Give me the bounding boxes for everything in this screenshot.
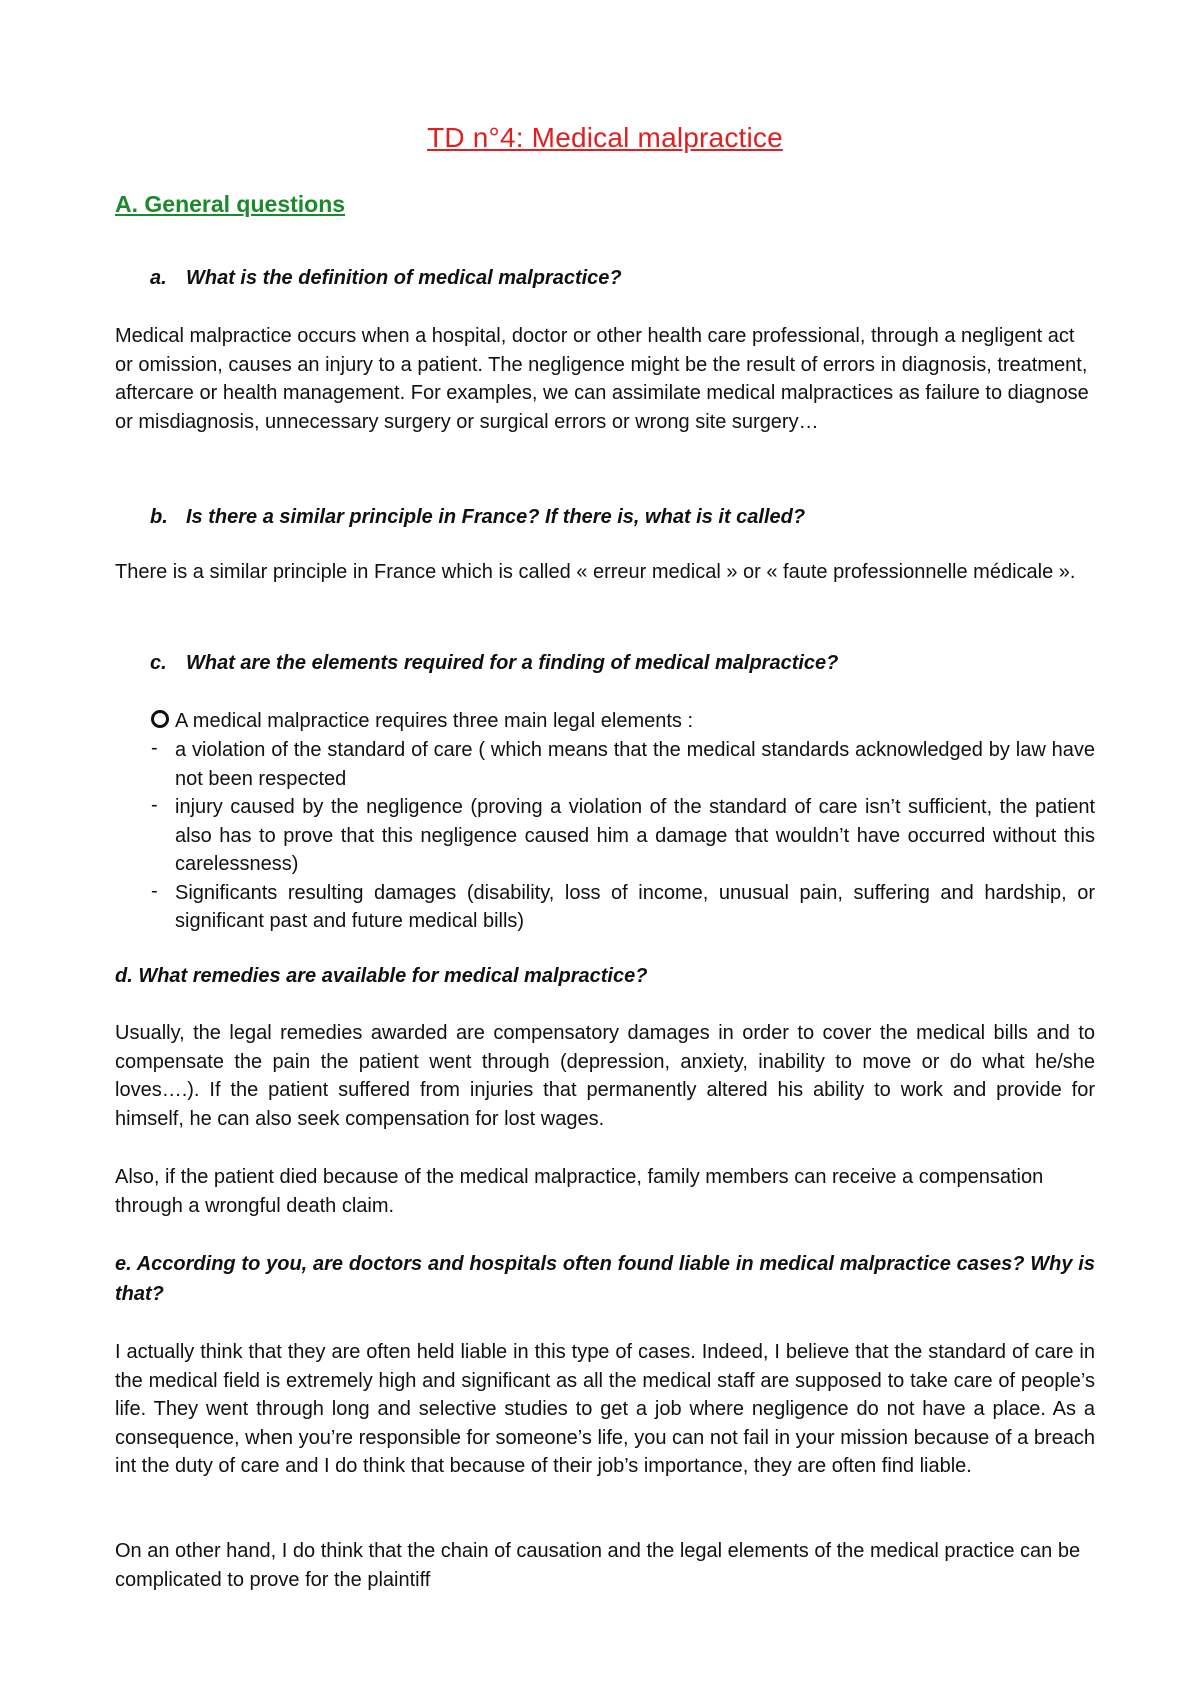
question-c [150,649,1095,677]
list-item-text: Significants resulting damages (disability, loss of income, unusual pain, suffering and hardship, or significant past and future medical bills) [175,881,1095,932]
answer-d-paragraph-2: Also, if the patient died because of the medical malpractice, family members can receive a compensation through a wrongful death claim. [115,1166,1044,1217]
question-b-text: Is there a similar principle in France? If there is, what is it called? [186,506,806,528]
list-item [115,736,1095,793]
answer-b: There is a similar principle in France which is called « erreur medical » or « faute professionnelle médicale ». [115,561,1076,583]
list-item-text: a violation of the standard of care ( which means that the medical standards acknowledged by law have not been respected [175,739,1095,790]
dash-bullet-icon: - [151,737,158,759]
dash-bullet-icon: - [151,794,158,816]
question-a-label: a. [150,267,167,289]
question-e: e. According to you, are doctors and hospitals often found liable in medical malpractice cases? Why is that? [115,1253,1095,1305]
question-c-text: What are the elements required for a finding of medical malpractice? [186,652,839,674]
answer-c-intro [151,707,693,736]
list-item-text: injury caused by the negligence (proving a violation of the standard of care isn’t sufficient, the patient also has to prove that this negligence caused him a damage that wouldn’t have occurred without this carelessness) [175,796,1095,875]
answer-d-paragraph-1: Usually, the legal remedies awarded are compensatory damages in order to cover the medical bills and to compensate the pain the patient went through (depression, anxiety, inability to move or do what he/she loves….). If the patient suffered from injuries that permanently altered his ability to work and provide for himself, he can also seek compensation for lost wages. [115,1022,1095,1130]
section-heading-general-questions: A. General questions [115,191,346,217]
answer-e-paragraph-2: On an other hand, I do think that the chain of causation and the legal elements of the medical practice can be complicated to prove for the plaintiff [115,1540,1081,1591]
question-b [150,503,1095,531]
answer-e-paragraph-1: I actually think that they are often held liable in this type of cases. Indeed, I believe that the standard of care in the medical field is extremely high and significant as all the medical staff are supposed to take care of people’s life. They went through long and selective studies to get a job where negligence do not have a place. As a consequence, when you’re responsible for someone’s life, you can not fail in your mission because of a breach int the duty of care and I do think that because of their job’s importance, they are often find liable. [115,1341,1095,1477]
question-b-label: b. [150,506,168,528]
circle-bullet-icon [151,710,169,728]
page-title: TD n°4: Medical malpractice [427,122,783,153]
answer-c-intro-text: A medical malpractice requires three main legal elements : [175,710,694,732]
elements-list [115,736,1095,936]
list-item [115,793,1095,879]
answer-a: Medical malpractice occurs when a hospital, doctor or other health care professional, through a negligent act or omission, causes an injury to a patient. The negligence might be the result of errors in diagnosis, treatment, aftercare or health management. For examples, we can assimilate medical malpractices as failure to diagnose or misdiagnosis, unnecessary surgery or surgical errors or wrong site surgery… [115,325,1089,433]
question-a-text: What is the definition of medical malpractice? [186,267,622,289]
question-a [150,264,1095,292]
dash-bullet-icon: - [151,879,158,902]
question-d: d. What remedies are available for medical malpractice? [115,965,648,987]
question-c-label: c. [150,652,167,674]
list-item [115,879,1095,936]
